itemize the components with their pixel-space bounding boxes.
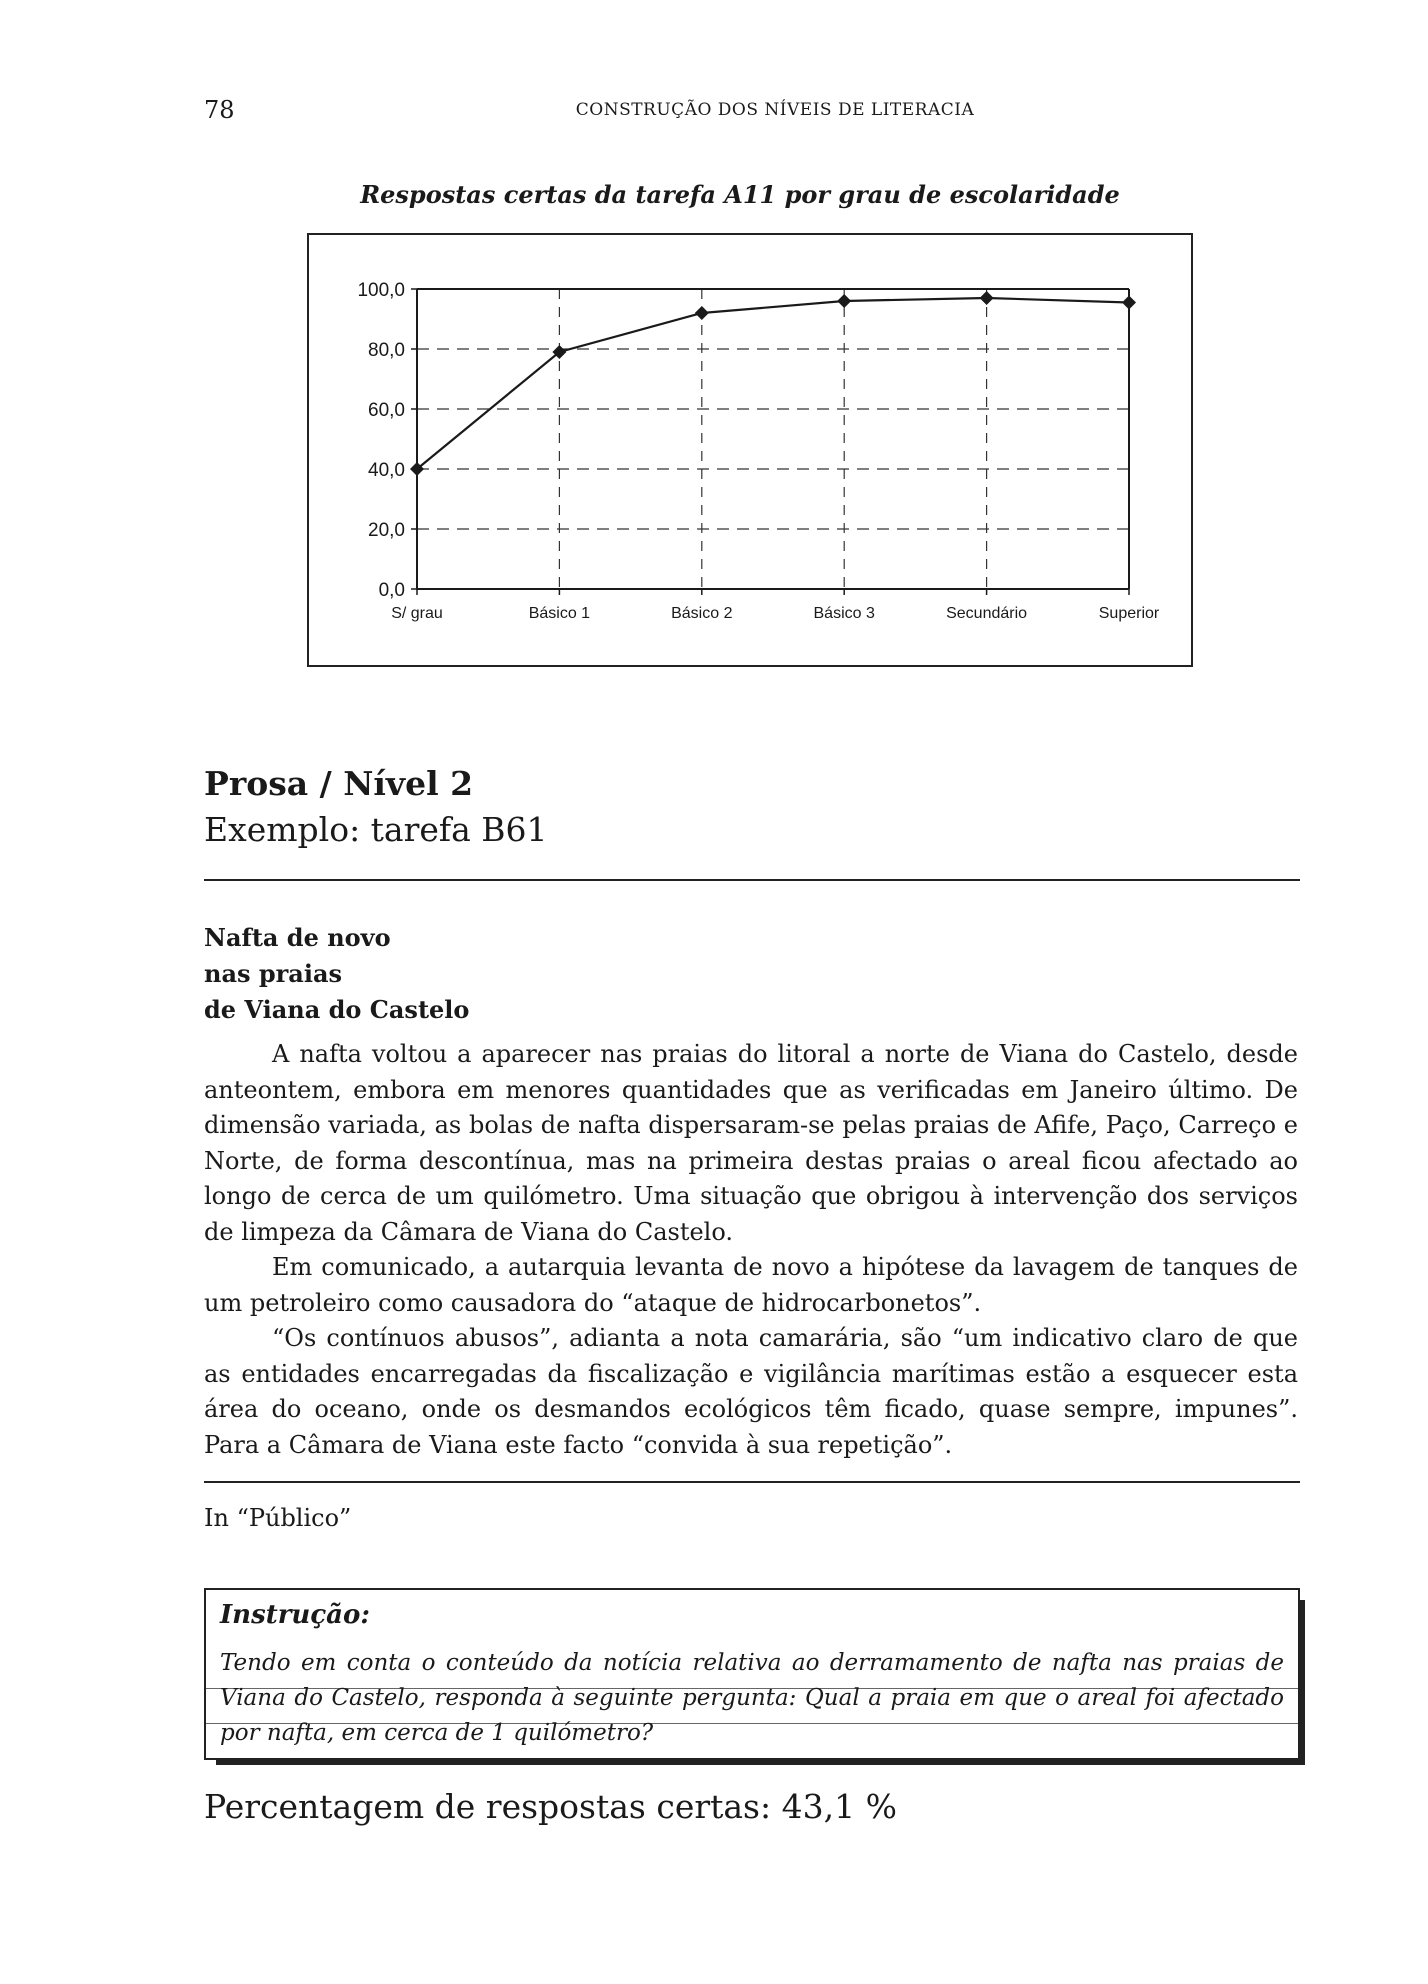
article-paragraph: Em comunicado, a autarquia levanta de novo a hipótese da lavagem de tanques de um petroleiro como causadora do “ataque de hidrocarbonetos”. (204, 1253, 1298, 1317)
instruction-text: Tendo em conta o conteúdo da notícia relativa ao derramamento de nafta nas praias de Viana do Castelo, responda à seguinte pergunta: Qual a praia em que o areal foi afectado por nafta, em cerca de 1 quilómetro? (220, 1650, 1284, 1746)
page-number: 78 (204, 96, 235, 124)
headline-line: nas praias (204, 959, 343, 988)
article-body (204, 1037, 1298, 1463)
instruction-box (204, 1588, 1300, 1760)
data-point-marker (980, 291, 994, 305)
y-tick-label: 60,0 (368, 400, 405, 421)
instruction-label: Instrução: (220, 1600, 370, 1630)
x-tick-label: Secundário (946, 605, 1028, 622)
y-tick-label: 100,0 (357, 280, 405, 301)
top-divider (204, 879, 1300, 881)
x-tick-label: S/ grau (391, 605, 443, 622)
article-paragraph: “Os contínuos abusos”, adianta a nota camarária, são “um indicativo claro de que as entidades encarregadas da fiscalização e vigilância marítimas estão a esquecer esta área do oceano, onde os desmandos ecológicos têm ficado, quase sempre, impunes”. Para a Câmara de Viana este facto “convida à sua repetição”. (204, 1324, 1298, 1459)
y-tick-label: 80,0 (368, 340, 405, 361)
x-tick-label: Básico 2 (671, 605, 733, 622)
x-tick-label: Básico 3 (813, 605, 875, 622)
section-subtitle: Exemplo: tarefa B61 (204, 810, 548, 849)
series-line (417, 298, 1129, 469)
y-tick-label: 20,0 (368, 520, 405, 541)
data-point-marker (695, 306, 709, 320)
chart-title: Respostas certas da tarefa A11 por grau de escolaridade (360, 180, 1120, 209)
y-tick-label: 0,0 (378, 580, 405, 601)
x-tick-label: Superior (1098, 605, 1160, 622)
article-headline (204, 920, 469, 1028)
headline-line: de Viana do Castelo (204, 995, 470, 1024)
running-head: CONSTRUÇÃO DOS NÍVEIS DE LITERACIA (575, 100, 975, 120)
chart-frame (307, 233, 1193, 667)
headline-line: Nafta de novo (204, 923, 391, 952)
bottom-divider (204, 1481, 1300, 1483)
article-paragraph: A nafta voltou a aparecer nas praias do litoral a norte de Viana do Castelo, desde anteontem, embora em menores quantidades que as verificadas em Janeiro último. De dimensão variada, as bolas de nafta dispersaram-se pelas praias de Afife, Paço, Carreço e Norte, de forma descontínua, mas na primeira destas praias o areal ficou afectado ao longo de cerca de um quilómetro. Uma situação que obrigou à intervenção dos serviços de limpeza da Câmara de Viana do Castelo. (204, 1040, 1298, 1246)
y-tick-label: 40,0 (368, 460, 405, 481)
data-point-marker (1122, 296, 1136, 310)
x-tick-label: Básico 1 (528, 605, 591, 622)
article-source: In “Público” (204, 1504, 352, 1532)
section-title: Prosa / Nível 2 (204, 764, 474, 803)
data-point-marker (837, 294, 851, 308)
correct-answers-percentage: Percentagem de respostas certas: 43,1 % (204, 1787, 897, 1826)
line-chart (309, 235, 1191, 665)
